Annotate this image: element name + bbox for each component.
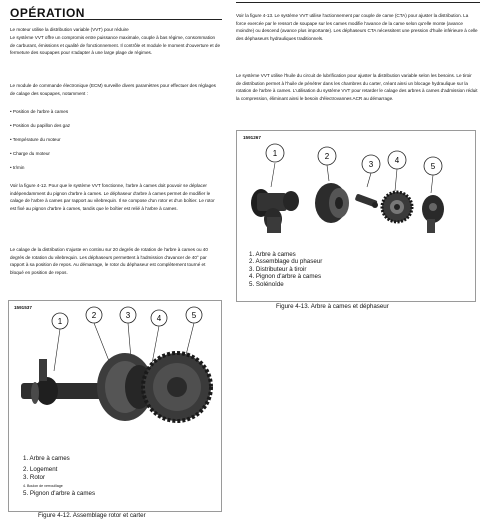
figure-12-illustration [9, 301, 221, 451]
paragraph-figure-12-reference: Voir la figure 4-12. Pour que le système VVT fonctionne, l'arbre à cames doit pouvoir se déplacer indépendamment du pignon d'arbre à cames. Le déphaseur d'arbre à cames permet de modifier le calage de l'arbre à cames par rapport au vilebrequin. Il se compose d'un rotor et d'un boîtier. Le rotor est fixé au pignon d'arbre à cames, tandis que le boîtier est relié à l'arbre à cames. [10, 183, 215, 211]
figure-12-callout-2: 2 [91, 311, 97, 320]
paragraph-oil-control: Le système VVT utilise l'huile du circuit de lubrification pour ajuster la distribution variable selon les besoins. Le tiroir de distribution permet à l'huile de pénétrer dans les chambres du carter, créant ainsi un blocage hydraulique sur la rotation de l'arbre à cames. L'utilisation du système VVT pour retarder le calage des arbres à cames d'admission réduit la compression, éliminant ainsi le besoin d'électrovannes ACR au démarrage. [236, 73, 478, 101]
paragraph-intro: Le moteur utilise la distribution variable (VVT) pour réduire [10, 27, 129, 32]
spool-valve-shape [355, 193, 378, 208]
bullet-rpm: • tr/min [10, 165, 25, 170]
figure-12-callouts [52, 307, 202, 329]
figure-13-legend [249, 251, 322, 288]
figure-12-caption: Figure 4-12. Assemblage rotor et carter [38, 512, 146, 519]
figure-12-id: 1591537 [14, 305, 32, 310]
left-column [4, 0, 222, 525]
paragraph-ecm: Le module de commande électronique (ECM) surveille divers paramètres pour effectuer des réglages de calage des soupapes, notamment : [10, 83, 216, 96]
figure-13-legend-item: 2. Assemblage du phaseur [249, 258, 323, 266]
figure-12-legend [23, 455, 95, 497]
paragraph-timing-adjustment: Le calage de la distribution s'ajuste en continu sur 20 degrés de rotation de l'arbre à cames ou 40 degrés de rotation du vilebrequin. Les déphaseurs permettent à l'admission d'avancer de 40° par rapport à sa position de repos. Au démarrage, le rotor du déphaseur est complètement tourné et bloqué en position de repos. [10, 247, 208, 275]
bullet-throttle-position: • Position du papillon des gaz [10, 123, 71, 128]
phaser-assembly-shape [315, 183, 349, 223]
figure-12-callout-4: 4 [156, 314, 162, 323]
heading-rule [10, 19, 222, 20]
figure-12-callout-3: 3 [125, 311, 131, 320]
figure-13-frame [236, 130, 476, 302]
figure-13-id: 1591267 [243, 135, 261, 140]
figure-13-callout-5: 5 [430, 162, 436, 171]
section-heading: OPÉRATION [10, 6, 85, 20]
figure-13-callout-4: 4 [394, 156, 400, 165]
figure-12-legend-item: 2. Logement [23, 466, 58, 474]
figure-13-legend-item: 5. Solénoïde [249, 280, 284, 288]
camshaft-exploded-shape [251, 189, 299, 233]
figure-12-callout-5: 5 [191, 311, 197, 320]
bullet-engine-load: • Charge du moteur [10, 151, 50, 156]
figure-13-legend-item: 3. Distributeur à tiroir [249, 265, 307, 273]
figure-13-legend-item: 4. Pignon d'arbre à cames [249, 273, 322, 281]
figure-12-callout-1: 1 [57, 317, 63, 326]
bullet-camshaft-position: • Position de l'arbre à cames [10, 109, 69, 114]
figure-13-callout-1: 1 [272, 149, 278, 158]
sprocket-exploded-shape [382, 192, 412, 222]
paragraph-vvt-overview: Le système VVT offre un compromis entre puissance maximale, couple à bas régime, consommation de carburant, émissions et qualité de fonctionnement. Il contrôle et module le moment d'ouverture et de fermeture des soupapes pour s'adapter à une large plage de régimes. [10, 35, 221, 56]
figure-13-legend-item: 1. Arbre à cames [249, 251, 296, 258]
figure-13-illustration [237, 131, 475, 241]
figure-12-legend-item: 1. Arbre à cames [23, 455, 70, 462]
paragraph-figure-13-reference: Voir la figure 4-13. Le système VVT utilise l'actionnement par couple de came (CTA) pour ajuster la distribution. La force exercée par le ressort de soupape sur les cames modifie l'avance de la came selon qu'elle monte (avance moindre) ou descend (avance plus importante). Les déphaseurs CTA nécessitent une pression d'huile inférieure à celle des déphaseurs hydrauliques traditionnels. [236, 13, 478, 41]
figure-13-callouts [266, 144, 442, 175]
figure-12-legend-item: 4. Boulon de verrouillage [23, 484, 63, 489]
figure-12-legend-item: 3. Rotor [23, 473, 46, 481]
figure-12-legend-item: 5. Pignon d'arbre à cames [23, 489, 96, 497]
figure-13-caption: Figure 4-13. Arbre à cames et déphaseur [276, 303, 389, 310]
bullet-engine-temperature: • Température du moteur [10, 137, 61, 142]
solenoid-shape [422, 195, 444, 233]
figure-13-callout-3: 3 [368, 160, 374, 169]
figure-12-frame [8, 300, 222, 512]
figure-13-callout-2: 2 [324, 152, 330, 161]
right-column [236, 0, 480, 525]
